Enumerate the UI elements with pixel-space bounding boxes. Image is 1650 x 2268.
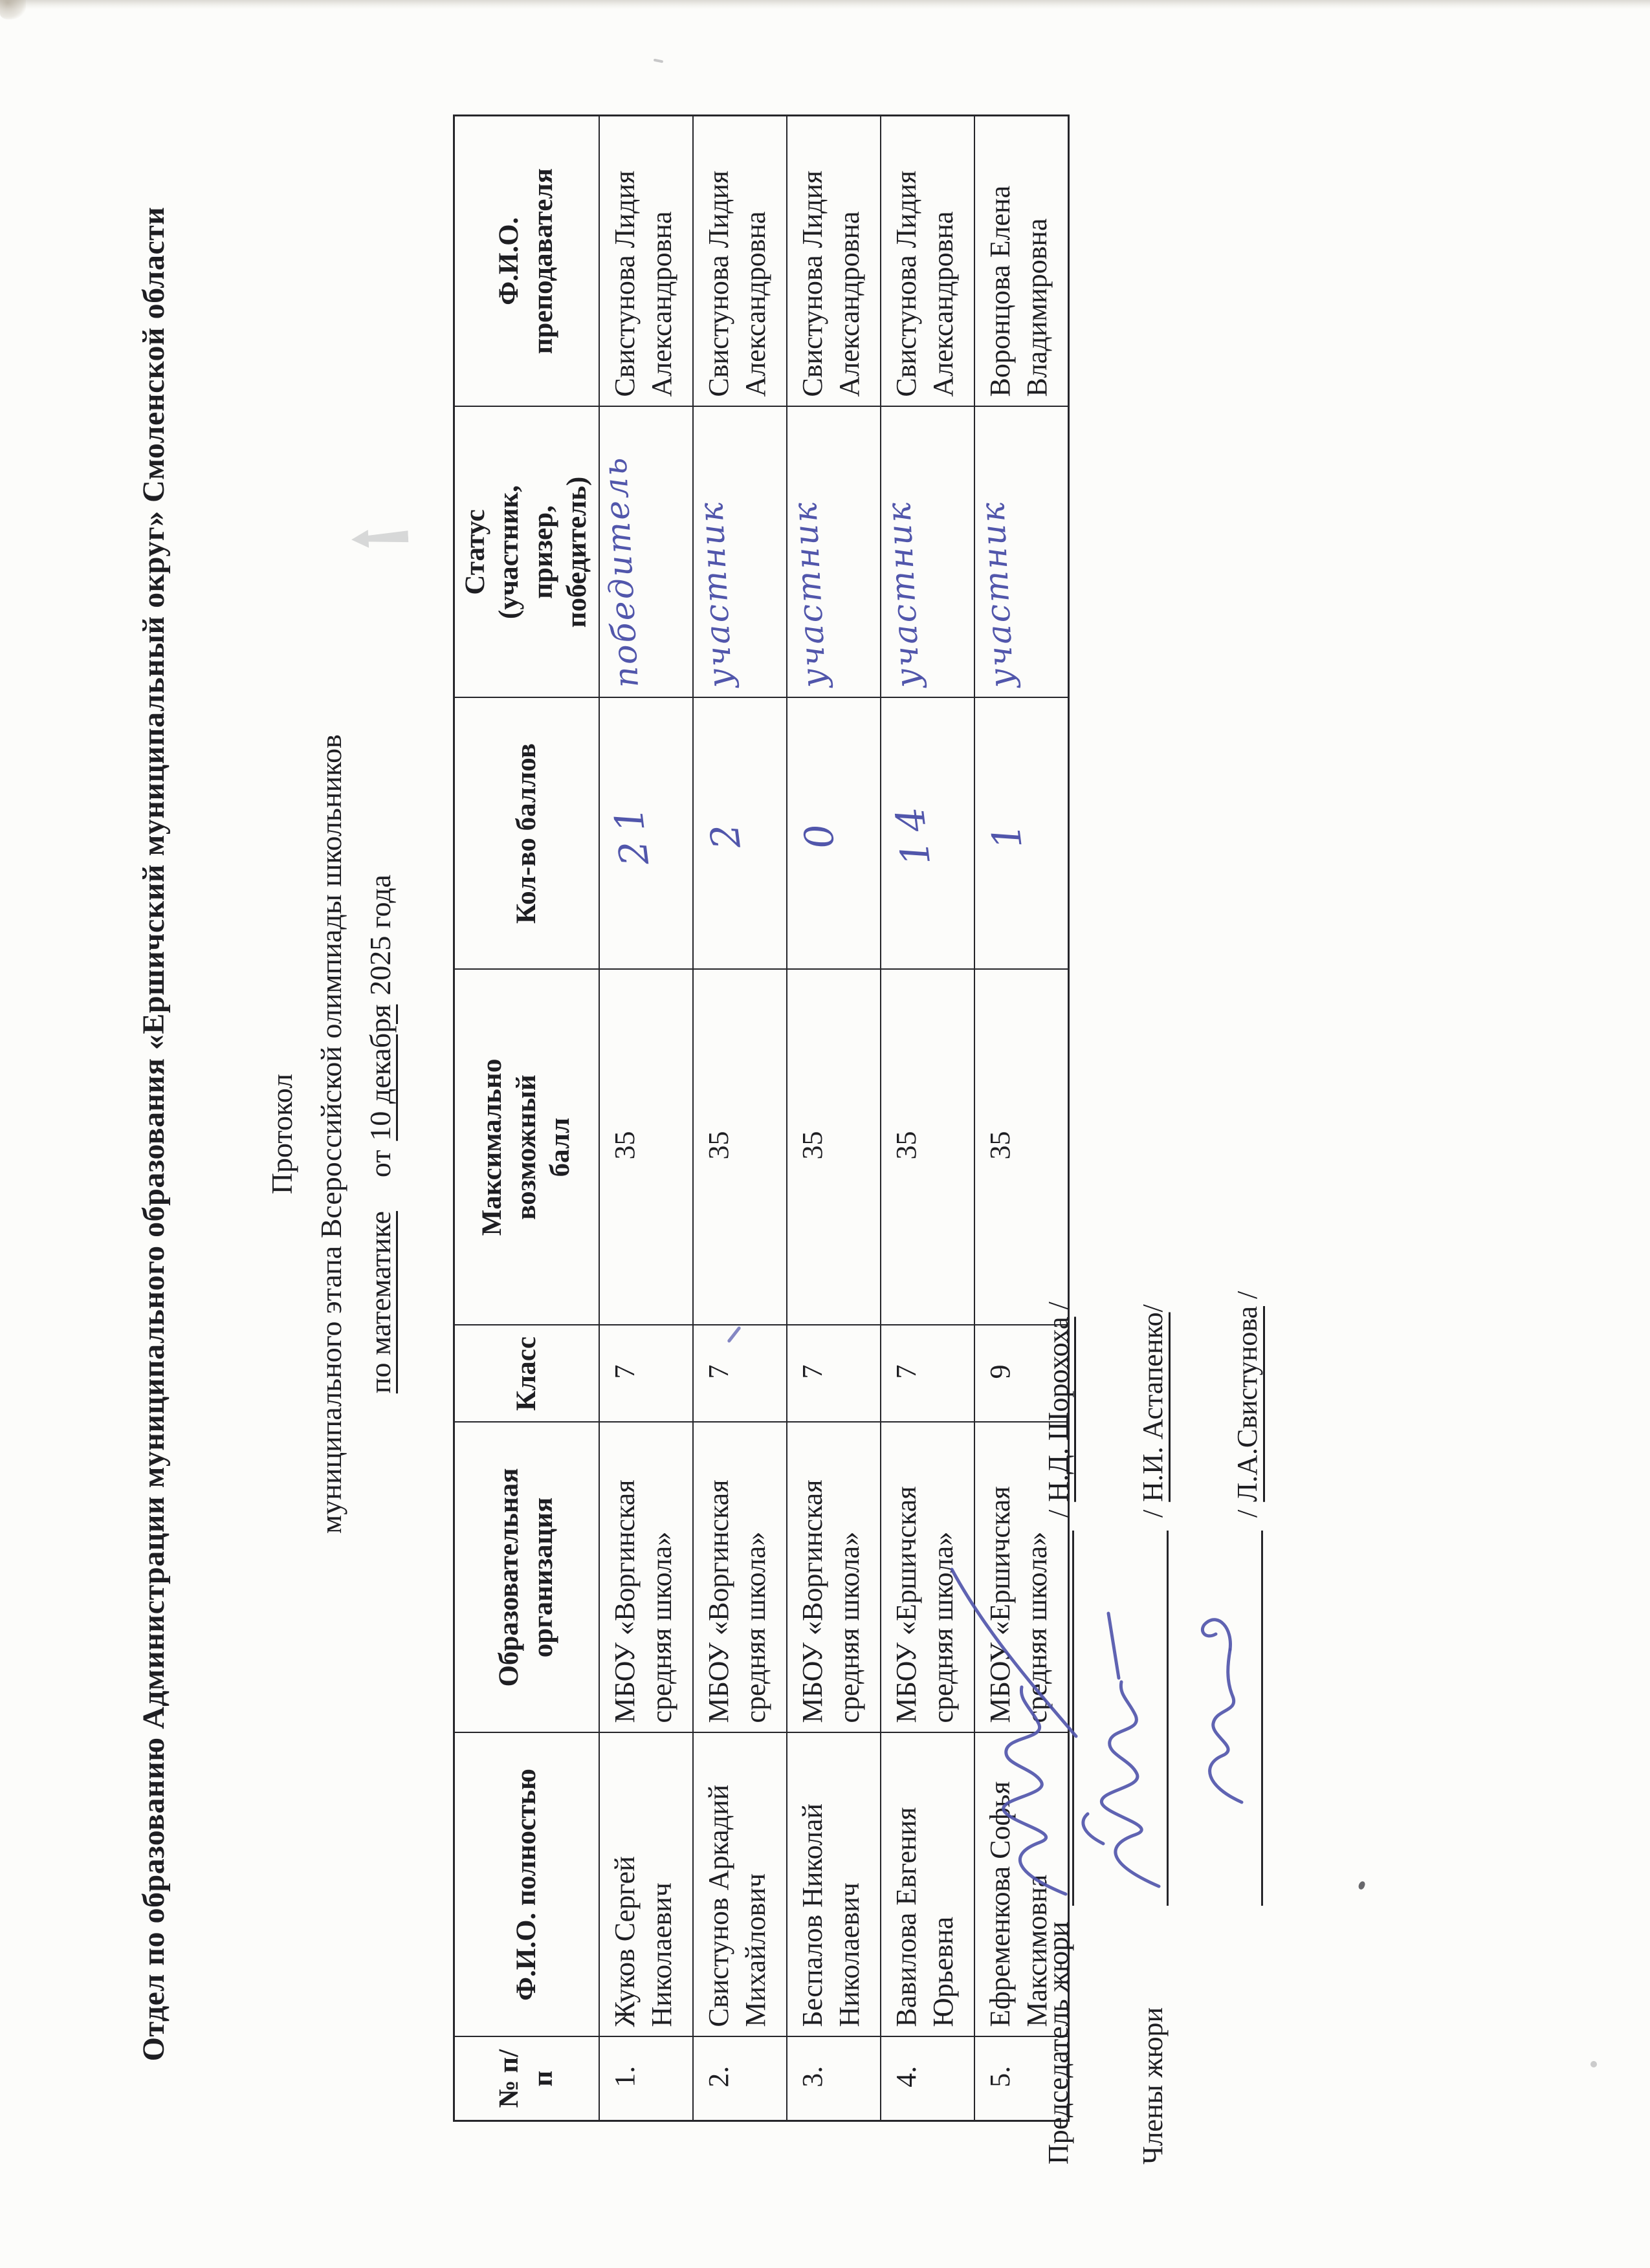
cell-teacher: Свистунова Лидия Александровна [787, 116, 881, 407]
cell-teacher: Свистунова Лидия Александровна [599, 116, 693, 407]
cell-num: 3. [787, 2037, 881, 2121]
cell-score [787, 698, 881, 970]
cell-grade: 7 [787, 1325, 881, 1423]
cell-name: Беспалов Николай Николаевич [787, 1733, 881, 2037]
handwritten-status: участник [973, 499, 1022, 690]
name-tail-slash: / [1042, 1302, 1074, 1317]
cell-grade: 9 [974, 1325, 1069, 1423]
name-lead-slash: / [1231, 1509, 1263, 1518]
title-date-prefix: от [364, 1150, 397, 1178]
table-row [599, 116, 693, 2121]
cell-org: МБОУ «Ершичская средняя школа» [974, 1423, 1069, 1733]
cell-status [787, 407, 881, 698]
cell-teacher: Воронцова Елена Владимировна [974, 116, 1069, 407]
handwritten-signature-member-2 [1156, 1531, 1279, 1906]
members-label: Члены жюри [1136, 2007, 1169, 2164]
handwritten-status: победитель [596, 455, 646, 690]
cell-num: 2. [693, 2037, 787, 2121]
cell-num: 1. [599, 2037, 693, 2121]
name-tail-slash: / [1136, 1304, 1169, 1313]
department-header: Отдел по образованию Администрации муниципального образования «Ершичский муниципальный округ» Смоленской области [137, 206, 171, 2062]
handwritten-score: 14 [886, 795, 940, 868]
cell-status [693, 407, 787, 698]
table-header-row [454, 116, 599, 2121]
cell-score [599, 698, 693, 970]
handwritten-score: 2 [700, 812, 750, 851]
col-header-status: Статус (участник, призер, победитель) [454, 407, 599, 698]
cell-status [881, 407, 974, 698]
cell-status [974, 407, 1069, 698]
member-2-name: /Л.А.Свистунова / [1231, 1291, 1263, 1518]
signature-line [1255, 1531, 1263, 1906]
col-header-org: Образовательная организация [454, 1423, 599, 1733]
col-header-teacher: Ф.И.О. преподавателя [454, 116, 599, 407]
cell-status [596, 407, 693, 698]
col-header-score: Кол-во баллов [454, 698, 599, 970]
table-row [693, 116, 787, 2121]
handwritten-score: 1 [982, 812, 1031, 851]
name-tail-slash: / [1231, 1291, 1263, 1307]
chairman-label: Председатель жюри [1042, 1921, 1074, 2164]
chairman-name: /Н.Д. Шорохоха / [1042, 1302, 1074, 1518]
table-row [881, 116, 974, 2121]
cell-max-score: 35 [974, 970, 1069, 1325]
cell-grade: 7 [881, 1325, 974, 1423]
cell-name: Жуков Сергей Николаевич [599, 1733, 693, 2037]
cell-teacher: Свистунова Лидия Александровна [881, 116, 974, 407]
handwritten-score: 21 [604, 795, 658, 868]
name-lead-slash: / [1042, 1509, 1074, 1518]
title-subject-date [356, 0, 405, 2268]
title-protocol: Протокол [265, 1073, 298, 1195]
cell-score [693, 698, 787, 970]
cell-teacher: Свистунова Лидия Александровна [693, 116, 787, 407]
title-year: 2025 года [364, 874, 397, 996]
signature-block [1007, 935, 1290, 2164]
cell-score [881, 698, 974, 970]
cell-name: Свистунов Аркадий Михайлович [693, 1733, 787, 2037]
handwritten-status: участник [692, 499, 740, 690]
handwritten-status: участник [879, 499, 928, 690]
title-subject: по математике [364, 1211, 397, 1394]
cell-score [974, 698, 1069, 970]
name-lead-slash: / [1136, 1509, 1169, 1518]
col-header-grade: Класс [454, 1325, 599, 1423]
cell-name: Вавилова Евгения Юрьевна [881, 1733, 974, 2037]
col-header-max-score: Максимально возможный балл [454, 970, 599, 1325]
cell-grade: 7 [599, 1325, 693, 1423]
col-header-num: № п/п [454, 2037, 599, 2121]
handwritten-score: 0 [794, 812, 844, 851]
cell-max-score: 35 [693, 970, 787, 1325]
cell-org: МБОУ «Воргинская средняя школа» [599, 1423, 693, 1733]
cell-max-score: 35 [599, 970, 693, 1325]
title-subtitle: муниципального этапа Всероссийской олимпиады школьников [314, 734, 347, 1534]
cell-org: МБОУ «Ершичская средняя школа» [881, 1423, 974, 1733]
title-date: 10 декабря [364, 1004, 397, 1141]
cell-max-score: 35 [881, 970, 974, 1325]
cell-num: 5. [974, 2037, 1069, 2121]
cell-num: 4. [881, 2037, 974, 2121]
signature-row-member-2 [1196, 935, 1263, 2164]
cell-org: МБОУ «Воргинская средняя школа» [693, 1423, 787, 1733]
cell-max-score: 35 [787, 970, 881, 1325]
handwritten-status: участник [786, 499, 834, 690]
cell-org: МБОУ «Воргинская средняя школа» [787, 1423, 881, 1733]
cell-name: Ефременкова Софья Максимовна [974, 1733, 1069, 2037]
title-block [258, 0, 405, 2268]
cell-grade: 7 [693, 1325, 787, 1423]
col-header-name: Ф.И.О. полностью [454, 1733, 599, 2037]
table-row [787, 116, 881, 2121]
member-1-name: /Н.И. Астапенко/ [1136, 1304, 1169, 1518]
